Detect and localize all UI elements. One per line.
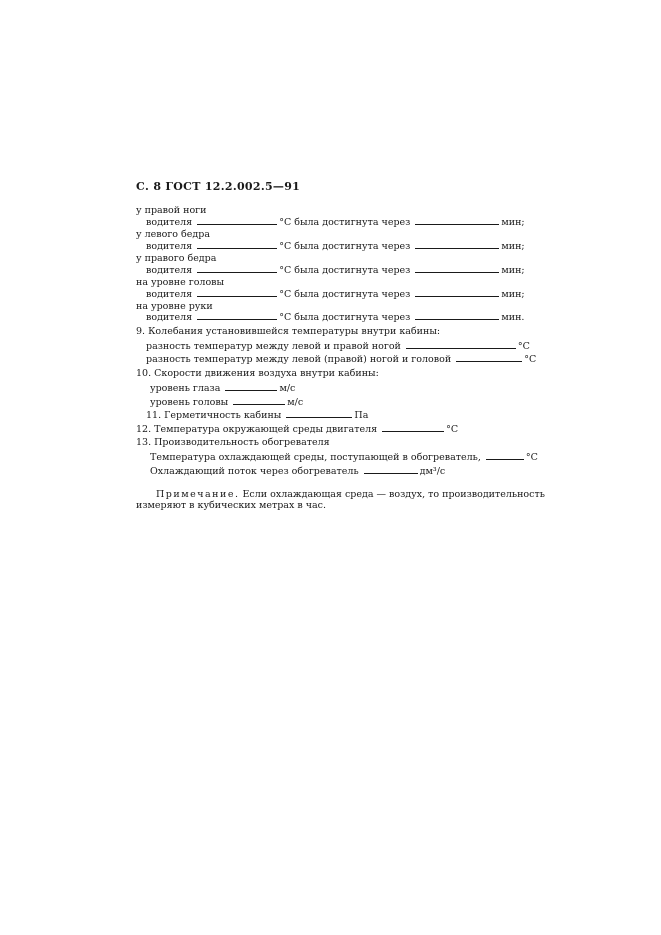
temperature-blank	[197, 264, 277, 273]
driver-label: водителя	[146, 241, 193, 252]
head-level-label: на уровне головы	[136, 277, 225, 288]
item-13-heading: 13. Производительность обогревателя	[136, 437, 330, 448]
reached-after-label: °С была достигнута через	[279, 289, 411, 300]
item-11-row	[146, 409, 368, 421]
minutes-unit: мин;	[501, 289, 525, 300]
value-blank	[382, 423, 444, 432]
driver-label: водителя	[146, 217, 193, 228]
minutes-blank	[415, 216, 499, 225]
page-header: С. 8 ГОСТ 12.2.002.5—91	[136, 180, 301, 193]
temperature-blank	[197, 216, 277, 225]
minutes-unit: мин;	[501, 265, 525, 276]
hand-level-row	[146, 311, 524, 323]
minutes-blank	[415, 264, 499, 273]
temperature-blank	[197, 311, 277, 320]
item-9-heading: 9. Колебания установившейся температуры внутри кабины:	[136, 326, 441, 337]
unit-label: Па	[354, 410, 369, 421]
minutes-blank	[415, 240, 499, 249]
minutes-unit: мин.	[501, 312, 525, 323]
item-13-row-a	[150, 451, 538, 463]
item-11-label: 11. Герметичность кабины	[146, 410, 282, 421]
unit-label: м/с	[279, 383, 296, 394]
reached-after-label: °С была достигнута через	[279, 265, 411, 276]
note-label: Примечание.	[156, 489, 240, 500]
item-9-b-label: разность температур между левой (правой) ногой и головой	[146, 354, 452, 365]
coolant-flow-label: Охлаждающий поток через обогреватель	[150, 466, 359, 477]
right-hip-label: у правого бедра	[136, 253, 217, 264]
driver-label: водителя	[146, 265, 193, 276]
value-blank	[225, 382, 277, 391]
minutes-blank	[415, 311, 499, 320]
hand-level-label: на уровне руки	[136, 301, 213, 312]
right-leg-row	[146, 216, 525, 228]
eye-level-label: уровень глаза	[150, 383, 221, 394]
unit-label: °С	[446, 424, 459, 435]
item-10-row-a	[150, 382, 295, 394]
value-blank	[286, 409, 352, 418]
item-9-row-a	[146, 340, 530, 352]
coolant-temp-label: Температура охлаждающей среды, поступающей в обогреватель,	[150, 452, 481, 463]
right-hip-row	[146, 264, 525, 276]
head-level-row	[146, 288, 525, 300]
unit-label: м/с	[287, 397, 304, 408]
unit-label: °С	[524, 354, 537, 365]
driver-label: водителя	[146, 289, 193, 300]
head-level-speed-label: уровень головы	[150, 397, 229, 408]
value-blank	[364, 465, 418, 474]
item-10-row-b	[150, 396, 303, 408]
item-12-row	[136, 423, 458, 435]
reached-after-label: °С была достигнута через	[279, 217, 411, 228]
right-leg-label: у правой ноги	[136, 205, 207, 216]
value-blank	[406, 340, 516, 349]
temperature-blank	[197, 240, 277, 249]
item-9-a-label: разность температур между левой и правой ногой	[146, 341, 401, 352]
value-blank	[233, 396, 285, 405]
item-12-label: 12. Температура окружающей среды двигателя	[136, 424, 378, 435]
item-10-heading: 10. Скорости движения воздуха внутри кабины:	[136, 368, 379, 379]
reached-after-label: °С была достигнута через	[279, 312, 411, 323]
note-text-1: Если охлаждающая среда — воздух, то производительность	[242, 489, 545, 500]
note-line-1	[156, 489, 545, 500]
unit-label: дм³/с	[419, 466, 446, 477]
left-hip-row	[146, 240, 525, 252]
minutes-blank	[415, 288, 499, 297]
driver-label: водителя	[146, 312, 193, 323]
left-hip-label: у левого бедра	[136, 229, 210, 240]
value-blank	[456, 353, 522, 362]
minutes-unit: мин;	[501, 241, 525, 252]
reached-after-label: °С была достигнута через	[279, 241, 411, 252]
value-blank	[486, 451, 524, 460]
item-9-row-b	[146, 353, 536, 365]
note-line-2: измеряют в кубических метрах в час.	[136, 500, 327, 511]
unit-label: °С	[517, 341, 530, 352]
temperature-blank	[197, 288, 277, 297]
item-13-row-b	[150, 465, 445, 477]
minutes-unit: мин;	[501, 217, 525, 228]
unit-label: °С	[525, 452, 538, 463]
